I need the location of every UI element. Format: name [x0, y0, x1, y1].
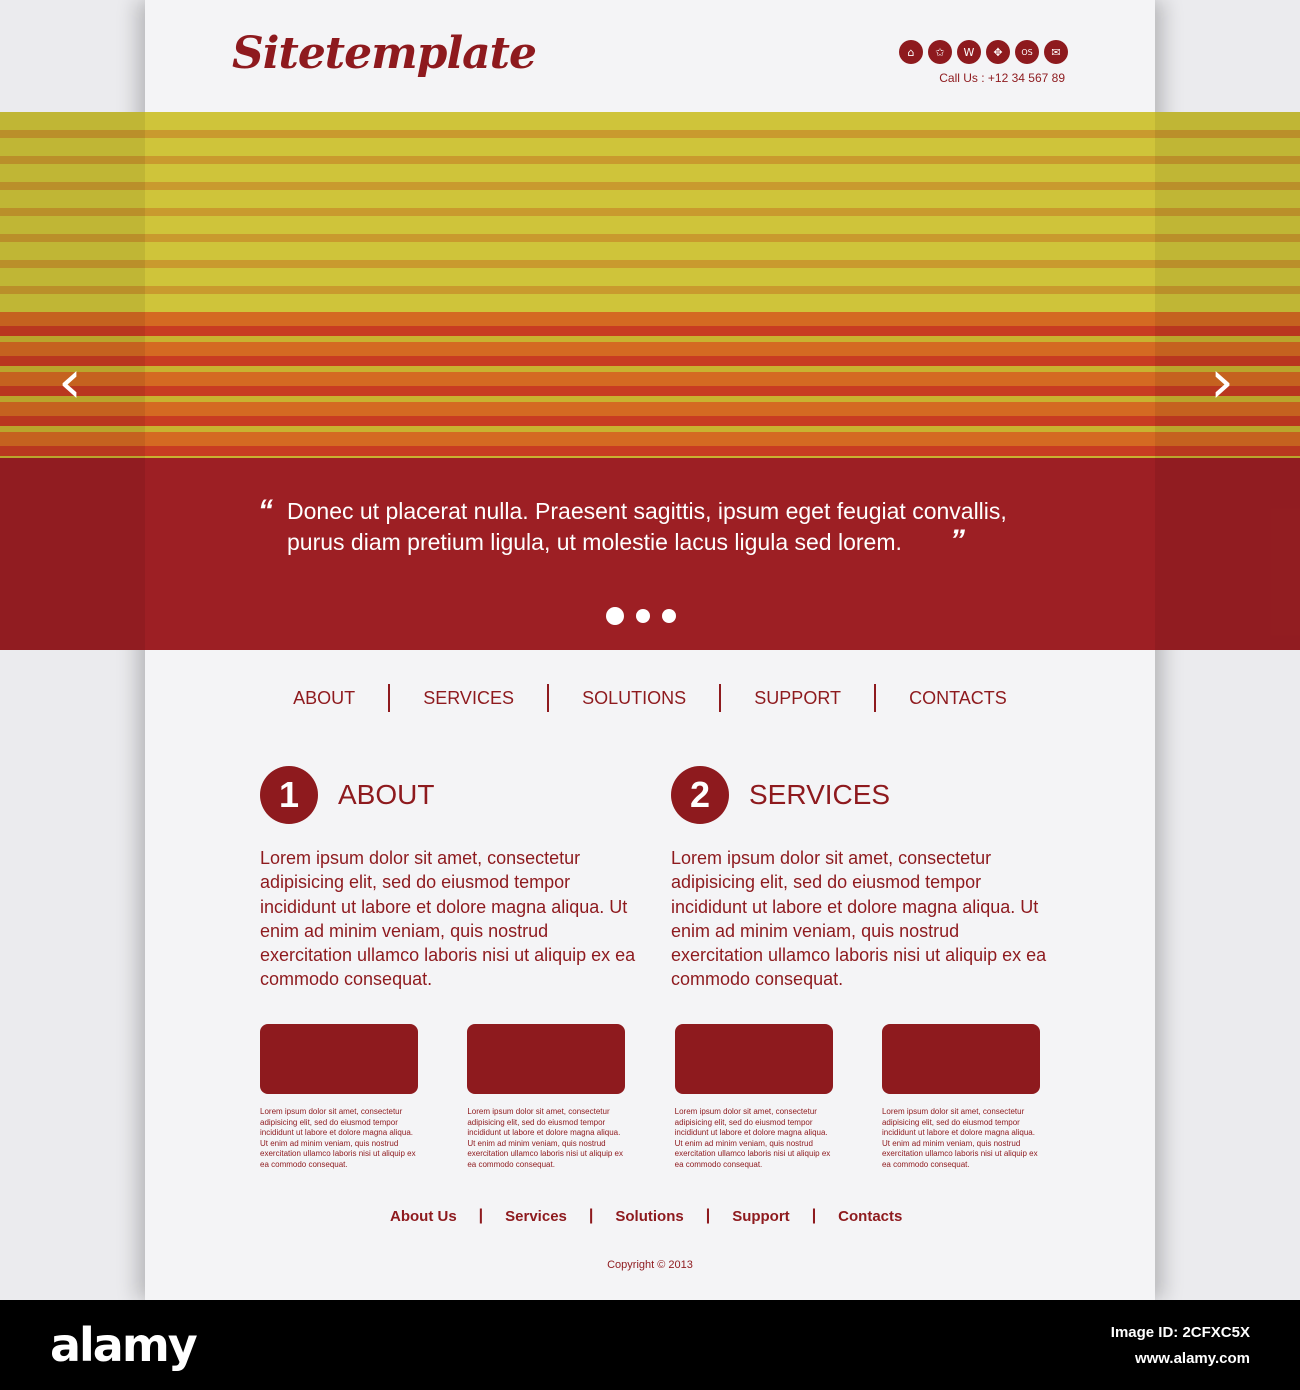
section-number-badge: 1: [260, 766, 318, 824]
w-icon[interactable]: W: [957, 40, 981, 64]
os-icon[interactable]: OS: [1015, 40, 1039, 64]
nav-separator: [547, 684, 549, 712]
footer-separator: |: [588, 1207, 594, 1224]
slider-dot-3[interactable]: [662, 609, 676, 623]
nav-services[interactable]: SERVICES: [423, 687, 514, 708]
section-title: SERVICES: [749, 779, 891, 810]
footer-separator: |: [811, 1207, 817, 1224]
nav-about[interactable]: ABOUT: [293, 687, 356, 708]
feature-tile[interactable]: [260, 1024, 418, 1094]
nav-separator: [874, 684, 876, 712]
close-quote-icon: ”: [950, 524, 965, 557]
footer-link-support[interactable]: Support: [732, 1207, 790, 1225]
footer-link-contacts[interactable]: Contacts: [838, 1207, 903, 1225]
section-title: ABOUT: [338, 779, 435, 810]
home-icon[interactable]: ⌂: [899, 40, 923, 64]
call-us-text: Call Us : +12 34 567 89: [939, 71, 1065, 85]
feature-box: [467, 1024, 625, 1170]
star-icon[interactable]: ✩: [928, 40, 952, 64]
copyright-text: Copyright © 2013: [607, 1259, 693, 1271]
footer-separator: |: [478, 1207, 484, 1224]
feature-box: [260, 1024, 418, 1170]
next-arrow-icon[interactable]: ›: [1210, 347, 1234, 417]
feature-text: Lorem ipsum dolor sit amet, consectetur adipisicing elit, sed do eiusmod tempor incididunt ut labore et dolore magna aliqua. Ut enim ad minim veniam, quis nostrud exercitation ullamco laboris nisi ut aliquip ex ea commodo consequat.: [881, 1107, 1038, 1169]
section-text: Lorem ipsum dolor sit amet, consectetur adipisicing elit, sed do eiusmod tempor incididunt ut labore et dolore magna aliqua. Ut enim ad minim veniam, quis nostrud exercitation ullamco laboris nisi ut aliquip ex ea commodo consequat.: [671, 848, 1047, 990]
footer-nav: [390, 1207, 902, 1225]
slider-quote: Donec ut placerat nulla. Praesent sagittis, ipsum eget feugiat convallis, purus diam pretium ligula, ut molestie lacus ligula sed lorem.: [287, 498, 1007, 555]
nav-separator: [388, 684, 390, 712]
feature-box: [882, 1024, 1040, 1170]
prev-arrow-icon[interactable]: ‹: [58, 347, 82, 417]
footer-link-about-us[interactable]: About Us: [390, 1207, 457, 1225]
section-number-badge: 2: [671, 766, 729, 824]
section-text: Lorem ipsum dolor sit amet, consectetur adipisicing elit, sed do eiusmod tempor incididunt ut labore et dolore magna aliqua. Ut enim ad minim veniam, quis nostrud exercitation ullamco laboris nisi ut aliquip ex ea commodo consequat.: [260, 848, 636, 990]
about-section: [260, 766, 640, 992]
slider-dot-1[interactable]: [606, 607, 624, 625]
slider-dot-2[interactable]: [636, 609, 650, 623]
slider-dots: [606, 607, 676, 625]
nav-support[interactable]: SUPPORT: [754, 687, 841, 708]
main-nav: [200, 684, 1100, 712]
feature-text: Lorem ipsum dolor sit amet, consectetur adipisicing elit, sed do eiusmod tempor incididunt ut labore et dolore magna aliqua. Ut enim ad minim veniam, quis nostrud exercitation ullamco laboris nisi ut aliquip ex ea commodo consequat.: [467, 1107, 623, 1169]
open-quote-icon: “: [258, 494, 273, 527]
feature-text: Lorem ipsum dolor sit amet, consectetur adipisicing elit, sed do eiusmod tempor incididunt ut labore et dolore magna aliqua. Ut enim ad minim veniam, quis nostrud exercitation ullamco laboris nisi ut aliquip ex ea commodo consequat.: [260, 1107, 416, 1169]
site-logo[interactable]: Sitetemplate: [232, 28, 536, 79]
stock-image-id: Image ID: 2CFXC5X: [1110, 1324, 1250, 1341]
feature-boxes: [260, 1024, 1040, 1170]
footer-link-solutions[interactable]: Solutions: [615, 1207, 684, 1225]
footer-separator: |: [705, 1207, 711, 1224]
nav-separator: [719, 684, 721, 712]
feature-tile[interactable]: [467, 1024, 625, 1094]
feature-box: [675, 1024, 833, 1170]
stock-brand-logo: alamy: [50, 1318, 196, 1372]
feature-tile[interactable]: [675, 1024, 833, 1094]
settings-icon[interactable]: ✥: [986, 40, 1010, 64]
mail-icon[interactable]: ✉: [1044, 40, 1068, 64]
slider-orange-stripes: [0, 312, 1300, 458]
feature-tile[interactable]: [882, 1024, 1040, 1094]
nav-contacts[interactable]: CONTACTS: [909, 687, 1007, 708]
services-section: [671, 766, 1051, 992]
hero-slider: [0, 112, 1300, 650]
stock-footer-bar: [0, 1300, 1300, 1390]
feature-text: Lorem ipsum dolor sit amet, consectetur adipisicing elit, sed do eiusmod tempor incididunt ut labore et dolore magna aliqua. Ut enim ad minim veniam, quis nostrud exercitation ullamco laboris nisi ut aliquip ex ea commodo consequat.: [674, 1107, 831, 1169]
footer-link-services[interactable]: Services: [505, 1207, 567, 1225]
stock-url: www.alamy.com: [1134, 1350, 1250, 1367]
nav-solutions[interactable]: SOLUTIONS: [582, 687, 687, 708]
social-icons: [899, 40, 1068, 64]
